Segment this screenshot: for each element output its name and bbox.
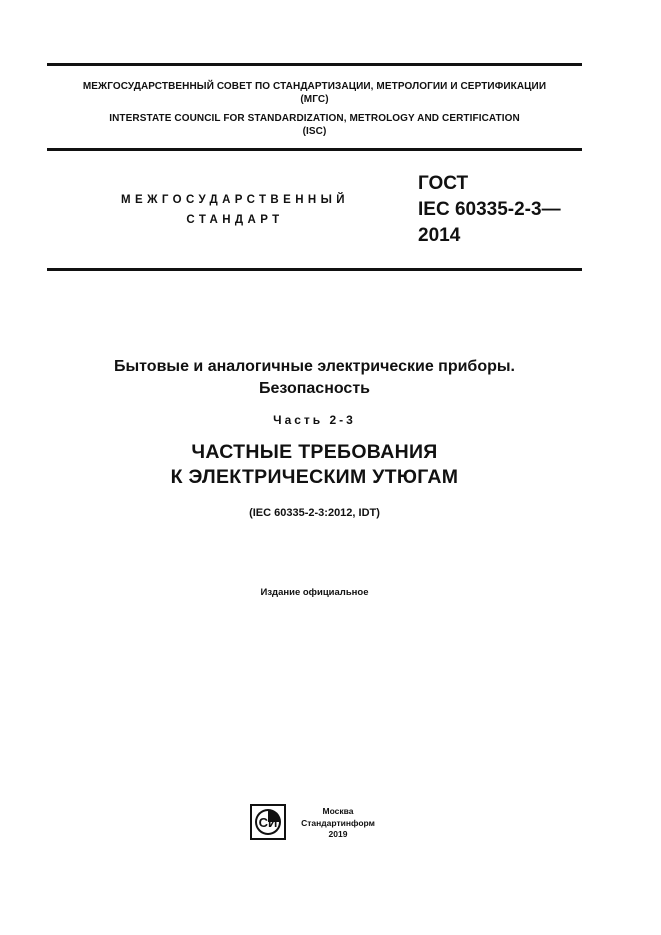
standard-type-line1: МЕЖГОСУДАРСТВЕННЫЙ [121, 194, 349, 206]
designation-line1: ГОСТ [418, 173, 469, 194]
council-abbr-ru: (МГС) [300, 94, 329, 105]
council-name-en [47, 112, 582, 138]
publisher-block [300, 806, 376, 841]
designation-line2: IEC 60335-2-3— [418, 199, 561, 220]
document-subtitle [47, 440, 582, 490]
middle-rule [47, 148, 582, 151]
standard-type [95, 190, 375, 230]
title-line2: Безопасность [259, 380, 370, 397]
part-number: Часть 2-3 [273, 413, 356, 427]
standartinform-logo-icon [250, 804, 286, 840]
publication-year: 2019 [328, 829, 348, 839]
iec-reference: (IEC 60335-2-3:2012, IDT) [249, 507, 380, 519]
document-title [47, 356, 582, 400]
publisher-city: Москва [322, 806, 354, 816]
designation-line3: 2014 [418, 225, 461, 246]
edition-note: Издание официальное [260, 587, 369, 598]
logo-lettering: СИ [258, 815, 278, 830]
council-name-en-line1: INTERSTATE COUNCIL FOR STANDARDIZATION, METROLOGY AND CERTIFICATION [109, 113, 520, 124]
subtitle-line2: К ЭЛЕКТРИЧЕСКИМ УТЮГАМ [170, 466, 459, 488]
subtitle-line1: ЧАСТНЫЕ ТРЕБОВАНИЯ [191, 441, 438, 463]
bottom-rule [47, 268, 582, 271]
top-rule [47, 63, 582, 66]
council-abbr-en: (ISC) [302, 126, 327, 137]
council-name-ru [47, 80, 582, 106]
council-name-ru-line1: МЕЖГОСУДАРСТВЕННЫЙ СОВЕТ ПО СТАНДАРТИЗАЦИИ, МЕТРОЛОГИИ И СЕРТИФИКАЦИИ [82, 81, 547, 92]
publisher-name: Стандартинформ [301, 817, 375, 828]
standard-type-line2: СТАНДАРТ [186, 214, 284, 226]
title-line1: Бытовые и аналогичные электрические приборы. [114, 358, 515, 375]
standard-designation [418, 171, 561, 249]
